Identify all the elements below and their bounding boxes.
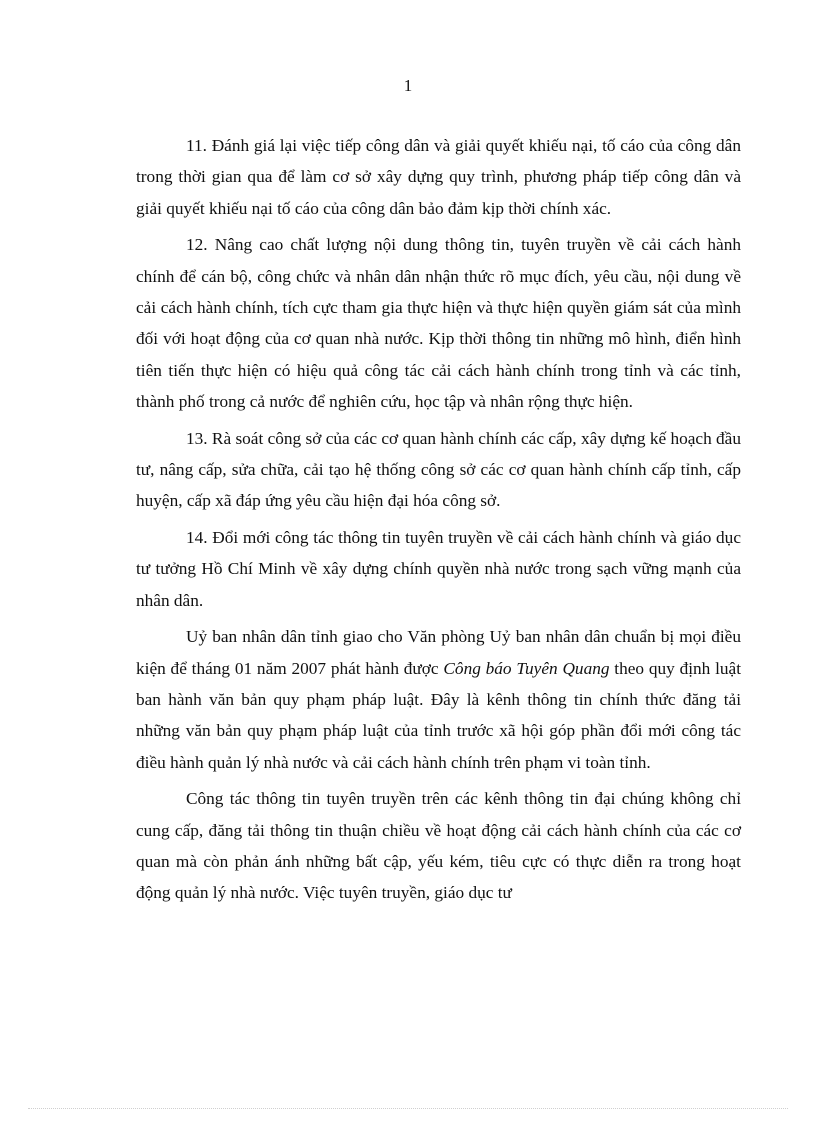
document-body bbox=[136, 130, 741, 914]
paragraph-cong-bao-text-before: Uỷ ban nhân dân tỉnh giao cho Văn phòng Uỷ ban nhân dân chuẩn bị mọi điều kiện để tháng 01 năm 2007 phát hành được bbox=[136, 627, 741, 678]
paragraph-item-13: 13. Rà soát công sở của các cơ quan hành chính các cấp, xây dựng kế hoạch đầu tư, nâng cấp, sửa chữa, cải tạo hệ thống công sở các cơ quan hành chính cấp tỉnh, cấp huyện, cấp xã đáp ứng yêu cầu hiện đại hóa công sở. bbox=[136, 428, 741, 511]
paragraph-cong-bao bbox=[136, 621, 741, 778]
paragraph-item-11: 11. Đánh giá lại việc tiếp công dân và giải quyết khiếu nại, tố cáo của công dân trong thời gian qua để làm cơ sở xây dựng quy trình, phương pháp tiếp công dân và giải quyết khiếu nại tố cáo của công dân bảo đảm kịp thời chính xác. bbox=[136, 136, 741, 218]
page-number: 1 bbox=[403, 76, 413, 95]
paragraph-item-12: 12. Nâng cao chất lượng nội dung thông tin, tuyên truyền về cải cách hành chính để cán bộ, công chức và nhân dân nhận thức rõ mục đích, yêu cầu, nội dung về cải cách hành chính, tích cực tham gia thực hiện và thực hiện quyền giám sát của mình đối với hoạt động của cơ quan nhà nước. Kịp thời thông tin những mô hình, điển hình tiên tiến thực hiện có hiệu quả công tác cải cách hành chính trong tỉnh và các tỉnh, thành phố trong cả nước để nghiên cứu, học tập và nhân rộng thực hiện. bbox=[136, 235, 741, 412]
paragraph-cong-bao-text-after: theo quy định luật ban hành văn bản quy phạm pháp luật. Đây là kênh thông tin chính thức đăng tải những văn bản quy phạm pháp luật của tỉnh trước xã hội góp phần đổi mới công tác điều hành quản lý nhà nước và cải cách hành chính trên phạm vi toàn tỉnh. bbox=[136, 658, 742, 772]
paragraph-item-14: 14. Đổi mới công tác thông tin tuyên truyền về cải cách hành chính và giáo dục tư tưởng Hồ Chí Minh về xây dựng chính quyền nhà nước trong sạch vững mạnh của nhân dân. bbox=[136, 527, 741, 610]
paragraph-thong-tin: Công tác thông tin tuyên truyền trên các kênh thông tin đại chúng không chỉ cung cấp, đăng tải thông tin thuận chiều về hoạt động cải cách hành chính của các cơ quan mà còn phản ánh những bất cập, yếu kém, tiêu cực có thực diễn ra trong hoạt động quản lý nhà nước. Việc tuyên truyền, giáo dục tư bbox=[136, 789, 741, 903]
cong-bao-title: Công báo Tuyên Quang bbox=[443, 658, 610, 678]
page-bottom-divider bbox=[28, 1108, 788, 1109]
